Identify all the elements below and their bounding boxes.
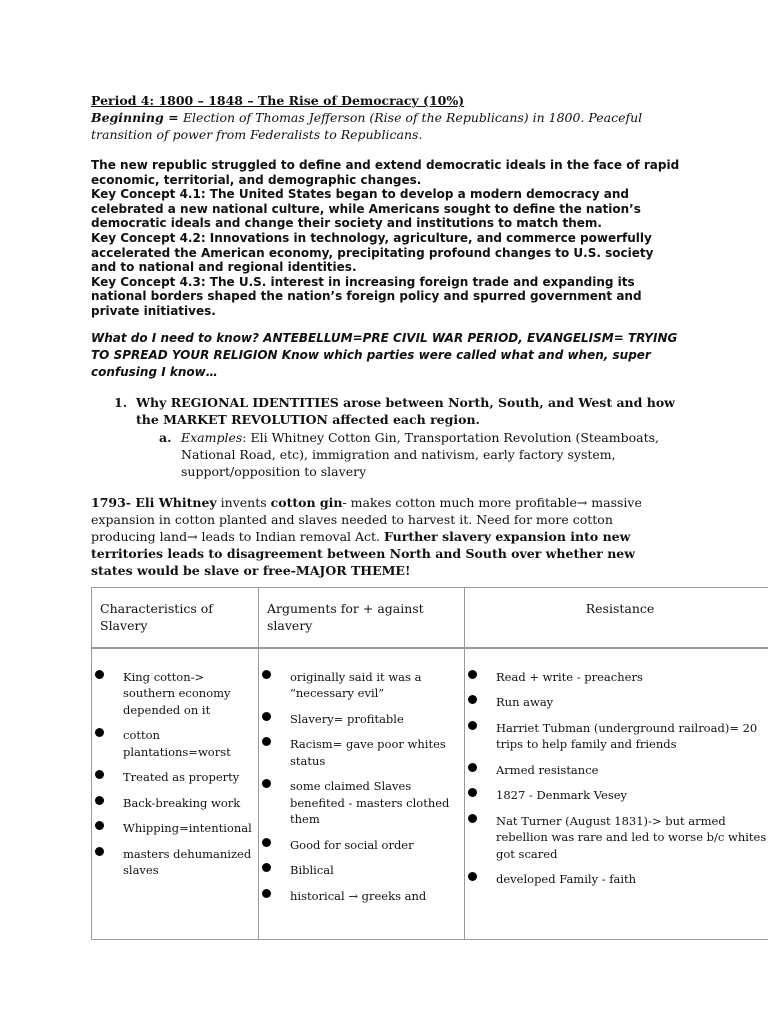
bullet-icon — [262, 863, 271, 872]
key-concept-4-2: Key Concept 4.2: Innovations in technology, agriculture, and commerce powerfully accelerated the American economy, precipitating profound changes to U.S. society and to national and regional identities. — [91, 230, 654, 275]
item-heading: Why REGIONAL IDENTITIES arose between North, South, and West and how the MARKET REVOLUTION affected each region. — [136, 394, 675, 427]
list-item — [259, 778, 460, 828]
page-title: Period 4: 1800 – 1848 – The Rise of Democracy (10%) — [91, 93, 465, 108]
whitney-cotton-gin: cotton gin — [270, 494, 343, 510]
list-item — [92, 669, 254, 719]
characteristics-cell — [92, 648, 259, 940]
table-body-row — [92, 648, 768, 940]
list-item-text: Back-breaking work — [123, 795, 241, 810]
arguments-cell — [259, 648, 465, 940]
list-item — [465, 669, 768, 686]
list-item — [92, 769, 254, 786]
list-item-text: Armed resistance — [496, 762, 599, 777]
list-item — [92, 846, 254, 879]
key-concept-4-3: Key Concept 4.3: The U.S. interest in increasing foreign trade and expanding its national borders shaped the nation’s foreign policy and spurred government and private initiatives. — [91, 274, 642, 318]
list-item — [465, 787, 768, 804]
list-item — [259, 837, 460, 854]
table-header-row — [92, 588, 768, 648]
whitney-year-name: 1793- Eli Whitney — [91, 494, 217, 510]
list-item-text: Nat Turner (August 1831)-> but armed rebellion was rare and led to worse b/c whites got scared — [496, 813, 767, 861]
list-item — [259, 736, 460, 769]
bullet-icon — [468, 788, 477, 797]
list-item-text: masters dehumanized slaves — [123, 846, 252, 877]
list-item-text: historical → greeks and — [290, 888, 427, 903]
list-item-text: some claimed Slaves benefited - masters clothed them — [290, 779, 450, 826]
sub-item-letter: a. — [159, 429, 172, 445]
bullet-icon — [262, 779, 271, 788]
list-item-text: Racism= gave poor whites status — [290, 737, 446, 768]
overview-section — [91, 158, 681, 319]
list-item-text: Treated as property — [123, 770, 240, 784]
bullet-icon — [468, 695, 477, 704]
list-item-text: Read + write - preachers — [496, 669, 643, 684]
bullet-icon — [468, 814, 477, 823]
list-item — [259, 888, 460, 905]
header-characteristics: Characteristics of Slavery — [92, 588, 259, 648]
arguments-list — [259, 669, 460, 905]
bullet-icon — [262, 670, 271, 679]
item-number: 1. — [114, 394, 128, 410]
list-item-text: Run away — [496, 695, 554, 709]
beginning-text: Election of Thomas Jefferson (Rise of the Republicans) in 1800. Peaceful transition of power from Federalists to Republicans. — [91, 110, 643, 142]
header-resistance: Resistance — [465, 588, 768, 648]
list-item-text: cotton plantations=worst — [123, 728, 231, 759]
bullet-icon — [95, 796, 104, 805]
bullet-icon — [468, 670, 477, 679]
slavery-table — [91, 587, 768, 940]
beginning-line — [91, 109, 681, 143]
examples-label: Examples — [181, 429, 243, 445]
bullet-icon — [95, 728, 104, 737]
list-item — [465, 720, 768, 753]
bullet-icon — [468, 872, 477, 881]
eli-whitney-paragraph — [91, 494, 681, 579]
bullet-icon — [95, 821, 104, 830]
list-item — [259, 669, 460, 702]
whitney-invents: invents — [216, 494, 271, 510]
bullet-icon — [262, 712, 271, 721]
bullet-icon — [468, 721, 477, 730]
bullet-icon — [95, 847, 104, 856]
list-item-text: King cotton-> southern economy depended on it — [123, 669, 231, 717]
bullet-icon — [95, 670, 104, 679]
list-item-text: Biblical — [290, 863, 334, 877]
header-arguments: Arguments for + against slavery — [259, 588, 465, 648]
list-item — [92, 727, 254, 760]
list-item-text: developed Family - faith — [496, 872, 637, 886]
characteristics-list — [92, 669, 254, 879]
list-item-text: Harriet Tubman (underground railroad)= 20 trips to help family and friends — [496, 720, 758, 751]
beginning-label: Beginning = — [91, 110, 183, 125]
list-item — [259, 862, 460, 879]
examples-text: : Eli Whitney Cotton Gin, Transportation Revolution (Steamboats, National Road, etc), immigration and nativism, early factory system, support/opposition to slavery — [181, 429, 659, 479]
list-item — [92, 795, 254, 812]
list-item — [465, 694, 768, 711]
overview-intro: The new republic struggled to define and extend democratic ideals in the face of rapid economic, territorial, and demographic changes. — [91, 158, 680, 187]
bullet-icon — [95, 770, 104, 779]
bullet-icon — [468, 763, 477, 772]
list-item-text: Good for social order — [290, 837, 414, 852]
resistance-cell — [465, 648, 768, 940]
list-item — [92, 820, 254, 837]
list-item — [465, 813, 768, 863]
whitney-text: - makes cotton much more profitable→ massive expansion in cotton planted and slaves needed to harvest it. Need for more cotton producing land→ leads to Indian removal Act. — [91, 494, 642, 544]
numbered-item-1 — [91, 394, 681, 480]
whitney-major-theme: Further slavery expansion into new territories leads to disagreement between North and South over whether new states would be slave or free-MAJOR THEME! — [91, 528, 636, 578]
document-body — [91, 93, 681, 579]
sub-item-a — [136, 429, 681, 480]
list-item — [465, 871, 768, 888]
list-item-text: Whipping=intentional — [123, 821, 252, 835]
list-item — [259, 711, 460, 728]
list-item-text: originally said it was a “necessary evil” — [290, 669, 422, 700]
key-concept-4-1: Key Concept 4.1: The United States began to develop a modern democracy and celebrated a new national culture, while Americans sought to define the nation’s democratic ideals and change their society and institutions to match them. — [91, 187, 641, 231]
list-item-text: Slavery= profitable — [290, 711, 404, 726]
list-item — [465, 762, 768, 779]
bullet-icon — [262, 889, 271, 898]
list-item-text: 1827 - Denmark Vesey — [496, 788, 628, 802]
bullet-icon — [262, 838, 271, 847]
need-to-know: What do I need to know? ANTEBELLUM=PRE CIVIL WAR PERIOD, EVANGELISM= TRYING TO SPREAD YOUR RELIGION Know which parties were called what and when, super confusing I know… — [91, 330, 678, 379]
bullet-icon — [262, 737, 271, 746]
resistance-list — [465, 669, 768, 888]
